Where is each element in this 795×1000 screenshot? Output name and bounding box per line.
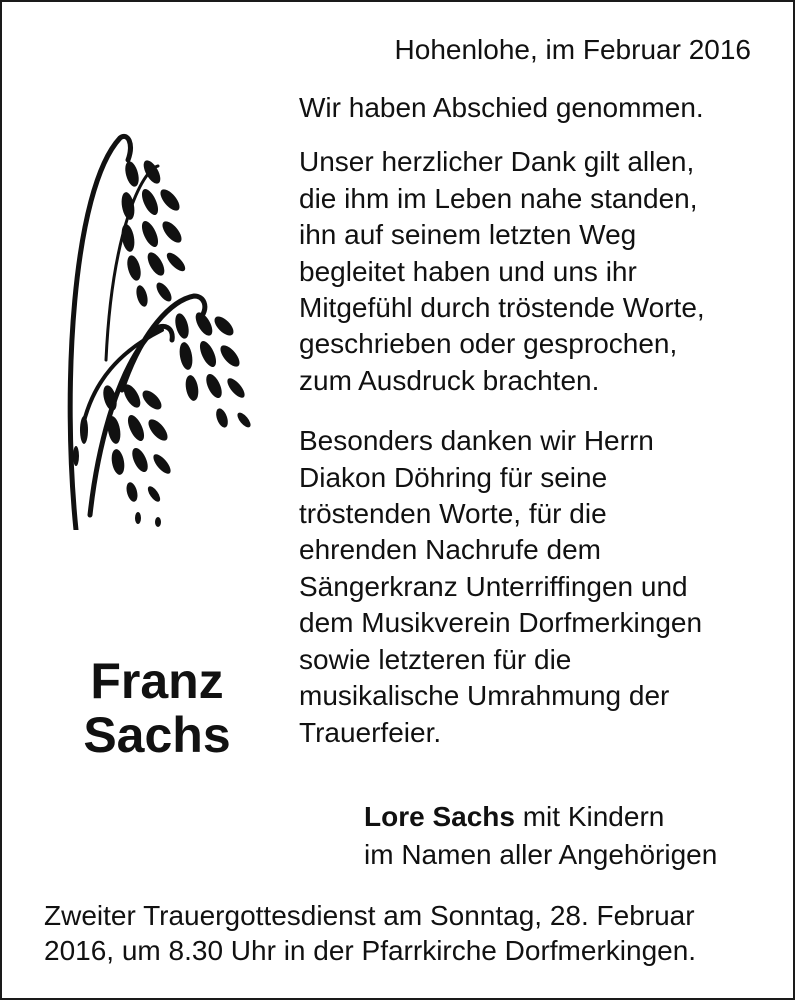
deceased-last-name: Sachs bbox=[83, 707, 231, 763]
signature-line-2: im Namen aller Angehörigen bbox=[364, 839, 718, 870]
deceased-first-name: Franz bbox=[90, 653, 224, 709]
special-thanks-line: Besonders danken wir Herrn bbox=[299, 425, 654, 457]
thanks-line: Unser herzlicher Dank gilt allen, bbox=[299, 146, 695, 178]
special-thanks-paragraph bbox=[299, 423, 769, 751]
special-thanks-line: dem Musikverein Dorfmerkingen bbox=[299, 607, 703, 639]
special-thanks-line: sowie letzteren für die bbox=[299, 643, 572, 675]
special-thanks-line: Sängerkranz Unterriffingen und bbox=[299, 570, 688, 602]
thanks-line: Mitgefühl durch tröstende Worte, bbox=[299, 292, 705, 324]
service-line-1: Zweiter Trauergottesdienst am Sonntag, 28. Februar bbox=[44, 900, 695, 931]
wheat-ears-icon bbox=[62, 130, 262, 530]
thanks-line: die ihm im Leben nahe standen, bbox=[299, 182, 698, 214]
deceased-name bbox=[62, 654, 252, 762]
message-column bbox=[299, 90, 769, 751]
thanks-line: geschrieben oder gesprochen, bbox=[299, 328, 678, 360]
signature-suffix: mit Kindern bbox=[514, 801, 665, 832]
thanks-paragraph bbox=[299, 144, 769, 399]
special-thanks-line: tröstenden Worte, für die bbox=[299, 498, 607, 530]
service-line-2: 2016, um 8.30 Uhr in der Pfarrkirche Dorfmerkingen. bbox=[44, 935, 697, 966]
signature-name: Lore Sachs bbox=[364, 801, 515, 832]
intro-text: Wir haben Abschied genommen. bbox=[299, 92, 704, 123]
special-thanks-line: Trauerfeier. bbox=[299, 716, 442, 748]
signature-line-1 bbox=[364, 798, 717, 836]
thanks-line: zum Ausdruck brachten. bbox=[299, 364, 600, 396]
signature-block bbox=[364, 798, 717, 874]
thanks-line: begleitet haben und uns ihr bbox=[299, 255, 637, 287]
dateline: Hohenlohe, im Februar 2016 bbox=[394, 34, 751, 65]
special-thanks-line: musikalische Umrahmung der bbox=[299, 680, 670, 712]
special-thanks-line: ehrenden Nachrufe dem bbox=[299, 534, 601, 566]
thanks-line: ihn auf seinem letzten Weg bbox=[299, 219, 637, 251]
special-thanks-line: Diakon Döhring für seine bbox=[299, 461, 608, 493]
service-announcement bbox=[44, 898, 696, 968]
